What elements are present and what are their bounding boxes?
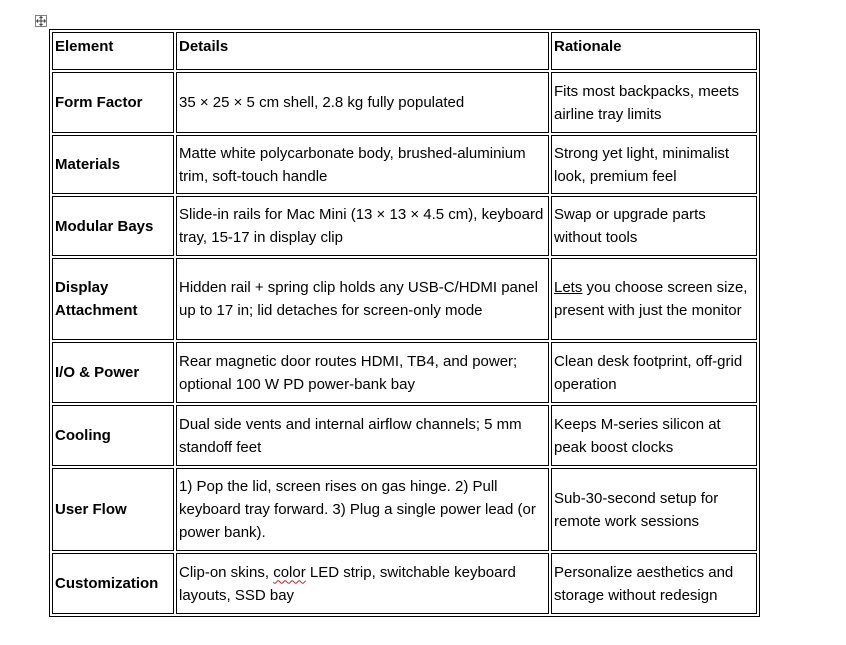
row-rationale-cell: Swap or upgrade parts without tools [551,196,757,256]
row-element-cell: Display Attachment [52,258,174,340]
row-rationale-cell: Personalize aesthetics and storage without redesign [551,553,757,614]
table-row [52,258,757,340]
row-details-cell [176,553,549,614]
row-element-cell: I/O & Power [52,342,174,403]
table-row [52,342,757,403]
row-rationale-cell [551,258,757,340]
row-rationale-cell: Sub-30-second setup for remote work sessions [551,468,757,551]
table-move-handle-icon[interactable] [35,15,47,27]
row-details-cell: 1) Pop the lid, screen rises on gas hinge. 2) Pull keyboard tray forward. 3) Plug a single power lead (or power bank). [176,468,549,551]
table-row [52,196,757,256]
row-rationale-cell: Keeps M-series silicon at peak boost clocks [551,405,757,466]
spec-table [49,29,760,617]
row-rationale-cell: Fits most backpacks, meets airline tray limits [551,72,757,133]
row-element-cell: Materials [52,135,174,194]
table-row [52,468,757,551]
row-element-cell: Cooling [52,405,174,466]
table-header-row [52,32,757,70]
row-details-cell: Matte white polycarbonate body, brushed-aluminium trim, soft-touch handle [176,135,549,194]
details-text: Clip-on skins, [179,563,274,581]
table-row [52,553,757,614]
table-row [52,405,757,466]
row-details-cell: 35 × 25 × 5 cm shell, 2.8 kg fully populated [176,72,549,133]
underlined-word: Lets [554,279,583,296]
row-details-cell: Hidden rail + spring clip holds any USB-C/HDMI panel up to 17 in; lid detaches for screen-only mode [176,258,549,340]
spellcheck-flagged-word[interactable]: color [273,563,306,581]
header-element: Element [52,32,174,70]
table-row [52,72,757,133]
row-element-cell: Form Factor [52,72,174,133]
details-text: LED strip, switchable keyboard layouts, SSD bay [179,563,516,604]
header-rationale: Rationale [551,32,757,70]
row-element-cell: Modular Bays [52,196,174,256]
row-details-cell: Rear magnetic door routes HDMI, TB4, and power; optional 100 W PD power-bank bay [176,342,549,403]
row-details-cell: Dual side vents and internal airflow channels; 5 mm standoff feet [176,405,549,466]
row-element-cell: User Flow [52,468,174,551]
row-rationale-cell: Clean desk footprint, off-grid operation [551,342,757,403]
row-rationale-cell: Strong yet light, minimalist look, premium feel [551,135,757,194]
rationale-text: you choose screen size, present with just the monitor [554,279,748,319]
table-row [52,135,757,194]
row-element-cell: Customization [52,553,174,614]
header-details: Details [176,32,549,70]
row-details-cell: Slide-in rails for Mac Mini (13 × 13 × 4.5 cm), keyboard tray, 15-17 in display clip [176,196,549,256]
